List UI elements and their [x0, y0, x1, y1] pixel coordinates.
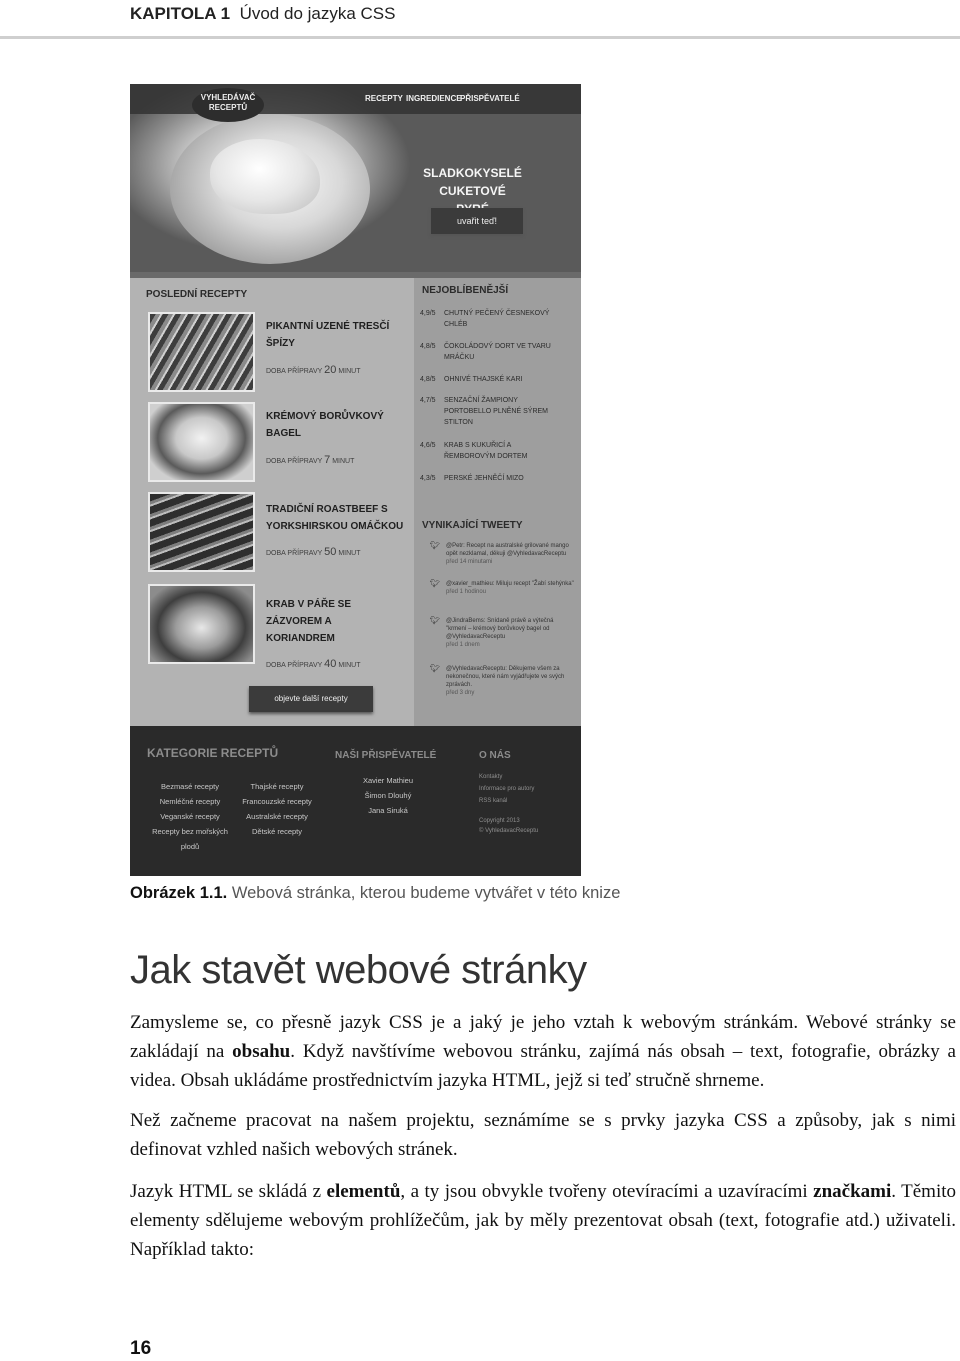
recipe-time-1 [266, 364, 360, 376]
recipe-name-1-line2: ŠPÍZY [266, 338, 295, 349]
site-footer [130, 726, 581, 876]
favorite-name-line1: CHUTNÝ PEČENÝ ČESNEKOVÝ [444, 310, 550, 317]
favorite-name-line1: ČOKOLÁDOVÝ DORT VE TVARU [444, 343, 551, 350]
recipe-time-2 [266, 454, 354, 466]
time-unit: MINUT [332, 458, 355, 465]
recipe-time-4 [266, 658, 360, 670]
favorite-name-line3: STILTON [444, 419, 473, 426]
running-header [130, 4, 395, 24]
more-recipes-button[interactable]: objevte další recepty [249, 686, 373, 712]
time-value: 7 [324, 454, 331, 466]
about-link[interactable]: RSS kanál [479, 798, 508, 804]
time-label: DOBA PŘÍPRAVY [266, 368, 323, 375]
hero-title-line1: SLADKOKYSELÉ CUKETOVÉ [423, 166, 522, 198]
favorite-score: 4,7/5 [420, 397, 436, 404]
time-unit: MINUT [338, 368, 361, 375]
p3-bold-znackami: značkami [813, 1181, 892, 1202]
time-value: 50 [324, 546, 337, 558]
favorite-name-line1: SENZAČNÍ ŽAMPIONY [444, 397, 518, 404]
paragraph-2: Než začneme pracovat na našem projektu, seznámíme se s prvky jazyka CSS a způsoby, jak s nimi definovat vzhled našich webových stránek. [130, 1110, 956, 1160]
figure-caption [130, 884, 620, 903]
contributors-title: NAŠI PŘISPĚVATELÉ [335, 750, 437, 761]
recipe-image-1[interactable] [148, 312, 255, 392]
nav-prispevatele[interactable]: PŘISPĚVATELÉ [460, 94, 520, 103]
contributor-link[interactable]: Xavier Mathieu [362, 776, 414, 785]
category-link[interactable]: Thajské recepty [250, 782, 304, 791]
paragraph-1 [130, 1008, 956, 1095]
tweet-text: @VyhledavacReceptu: Děkujeme všem za nekonečnou, které nám vyjádřujete ve svých zprávách. [446, 666, 565, 688]
time-value: 40 [324, 658, 337, 670]
nav-ingredience[interactable]: INGREDIENCE [406, 94, 462, 103]
time-value: 20 [324, 364, 337, 376]
copyright-text: Copyright 2013 [479, 818, 520, 824]
p3-text-c: , a ty jsou obvykle tvořeny otevíracími a uzavíracími [400, 1181, 814, 1202]
p3-text-e: . Těmito elementy sdělujeme webovým prohlížečům, jak by měly prezentovat obsah (text, fotografie atd.) uživateli. Například takto: [130, 1181, 957, 1260]
page-number: 16 [130, 1338, 152, 1359]
recipe-name-4-line2: ZÁZVOREM A [266, 616, 332, 627]
time-unit: MINUT [338, 550, 361, 557]
nav-recepty[interactable]: RECEPTY [365, 94, 403, 103]
site-logo[interactable] [192, 88, 264, 122]
p1-bold-obsahu: obsahu [232, 1041, 291, 1062]
tweet-time: před 14 minutami [446, 559, 493, 565]
cook-now-button[interactable]: uvařit teď! [431, 208, 523, 234]
time-unit: MINUT [338, 662, 361, 669]
logo-line1: VYHLEDÁVAČ [200, 93, 256, 102]
about-link[interactable]: Kontakty [479, 774, 503, 780]
twitter-bird-icon: 🐦︎ [430, 579, 441, 588]
website-screenshot [130, 84, 581, 876]
p3-bold-elementu: elementů [326, 1181, 401, 1202]
recipe-name-1[interactable] [266, 318, 406, 352]
favorite-name-line2: ŘEMBOROVÝM DORTEM [444, 453, 528, 460]
recipe-time-3 [266, 546, 360, 558]
category-link[interactable]: Francouzské recepty [242, 797, 312, 806]
favorite-score: 4,8/5 [420, 343, 436, 350]
recipe-name-3-line1: TRADIČNÍ ROASTBEEF S [266, 504, 388, 515]
recipe-name-2-line2: BAGEL [266, 428, 301, 439]
recipe-name-2-line1: KRÉMOVÝ BORŮVKOVÝ [266, 411, 384, 422]
favorite-score: 4,6/5 [420, 442, 436, 449]
time-label: DOBA PŘÍPRAVY [266, 550, 323, 557]
twitter-bird-icon: 🐦︎ [430, 616, 441, 625]
time-label: DOBA PŘÍPRAVY [266, 662, 323, 669]
favorite-name-line1: OHNIVÉ THAJSKÉ KARI [444, 376, 523, 383]
recipe-image-2[interactable] [148, 402, 255, 482]
about-title: O NÁS [479, 750, 511, 761]
favorite-name-line2: PORTOBELLO PLNĚNÉ SÝREM [444, 408, 548, 415]
section-heading: Jak stavět webové stránky [130, 948, 587, 992]
category-link[interactable]: Veganské recepty [160, 812, 220, 821]
category-link[interactable]: plodů [180, 842, 200, 851]
tweet-time: před 3 dny [446, 690, 475, 696]
twitter-bird-icon: 🐦︎ [430, 541, 441, 550]
recipe-name-4-line3: KORIANDREM [266, 633, 335, 644]
category-link[interactable]: Recepty bez mořských [152, 827, 228, 836]
favorite-name-line2: CHLÉB [444, 321, 468, 328]
latest-recipes-title: POSLEDNÍ RECEPTY [146, 289, 248, 300]
category-link[interactable]: Nemléčné recepty [159, 797, 221, 806]
p1-text-a: Zamysleme se, co přesně jazyk CSS je a jaký je jeho vztah k webovým stránkám. Webové stránky se zakládají na [130, 1012, 956, 1062]
recipe-name-1-line1: PIKANTNÍ UZENÉ TRESČÍ [266, 321, 390, 332]
paragraph-3 [130, 1177, 956, 1264]
copyright-owner: © VyhledavacReceptu [479, 828, 539, 834]
about-link[interactable]: Informace pro autory [479, 786, 535, 792]
hero-banner [130, 84, 581, 272]
tweets-title: VYNIKAJÍCÍ TWEETY [422, 520, 523, 531]
contributor-link[interactable]: Šimon Dlouhý [364, 791, 412, 800]
recipe-name-3-line2: YORKSHIRSKOU OMÁČKOU [266, 521, 404, 532]
tweet-time: před 1 dnem [446, 642, 480, 648]
favorite-score: 4,9/5 [420, 310, 436, 317]
figure-label: Obrázek 1.1. [130, 884, 228, 902]
recipe-image-3[interactable] [148, 492, 255, 572]
favorite-score: 4,3/5 [420, 475, 436, 482]
category-link[interactable]: Australské recepty [246, 812, 308, 821]
recipe-name-2[interactable] [266, 408, 406, 442]
header-rule [0, 36, 960, 39]
recipe-name-4[interactable] [266, 596, 406, 647]
twitter-bird-icon: 🐦︎ [430, 664, 441, 673]
categories-title: KATEGORIE RECEPTŮ [147, 746, 279, 760]
latest-recipes-section [130, 278, 414, 726]
tweet-text: @xavier_mathieu: Miluju recept "Žabí stehýnka" [446, 581, 574, 587]
category-link[interactable]: Dětské recepty [251, 827, 303, 836]
favorite-name-line1: PERSKÉ JEHNĚČÍ MIZO [444, 475, 524, 482]
recipe-name-4-line1: KRAB V PÁŘE SE [266, 599, 352, 610]
contributor-link[interactable]: Jana Siruká [368, 806, 408, 815]
logo-line2: RECEPTŮ [208, 103, 248, 112]
favorites-title: NEJOBLÍBENĚJŠÍ [422, 285, 509, 296]
favorite-name-line1: KRAB S KUKUŘICÍ A [444, 442, 512, 449]
figure-caption-text: Webová stránka, kterou budeme vytvářet v této knize [231, 884, 621, 902]
p1-text-c: . Když navštívíme webovou stránku, zajímá nás obsah – text, fotografie, obrázky a videa. Obsah ukládáme prostřednictvím jazyka HTML, jejž si teď stručně shrneme. [130, 1041, 956, 1091]
tweet-text: @Petr: Recept na australské grilované mango opět nezklamal, děkuji @VyhledavacReceptu [446, 543, 569, 557]
time-label: DOBA PŘÍPRAVY [266, 458, 323, 465]
favorite-score: 4,8/5 [420, 376, 436, 383]
chapter-title: Úvod do jazyka CSS [239, 4, 396, 23]
tweet-time: před 1 hodinou [446, 589, 487, 595]
chapter-label: KAPITOLA 1 [130, 4, 231, 23]
tweet-text: @JindraBems: Snídaně právě a výtečná "krmení – krémový borůvkový bagel od @VyhledavacReceptu [446, 618, 554, 640]
favorite-name-line2: MRÁČKU [444, 354, 475, 361]
p3-text-a: Jazyk HTML se skládá z [130, 1181, 327, 1202]
recipe-name-3[interactable] [266, 501, 406, 535]
recipe-image-4[interactable] [148, 584, 255, 664]
category-link[interactable]: Bezmasé recepty [161, 782, 219, 791]
